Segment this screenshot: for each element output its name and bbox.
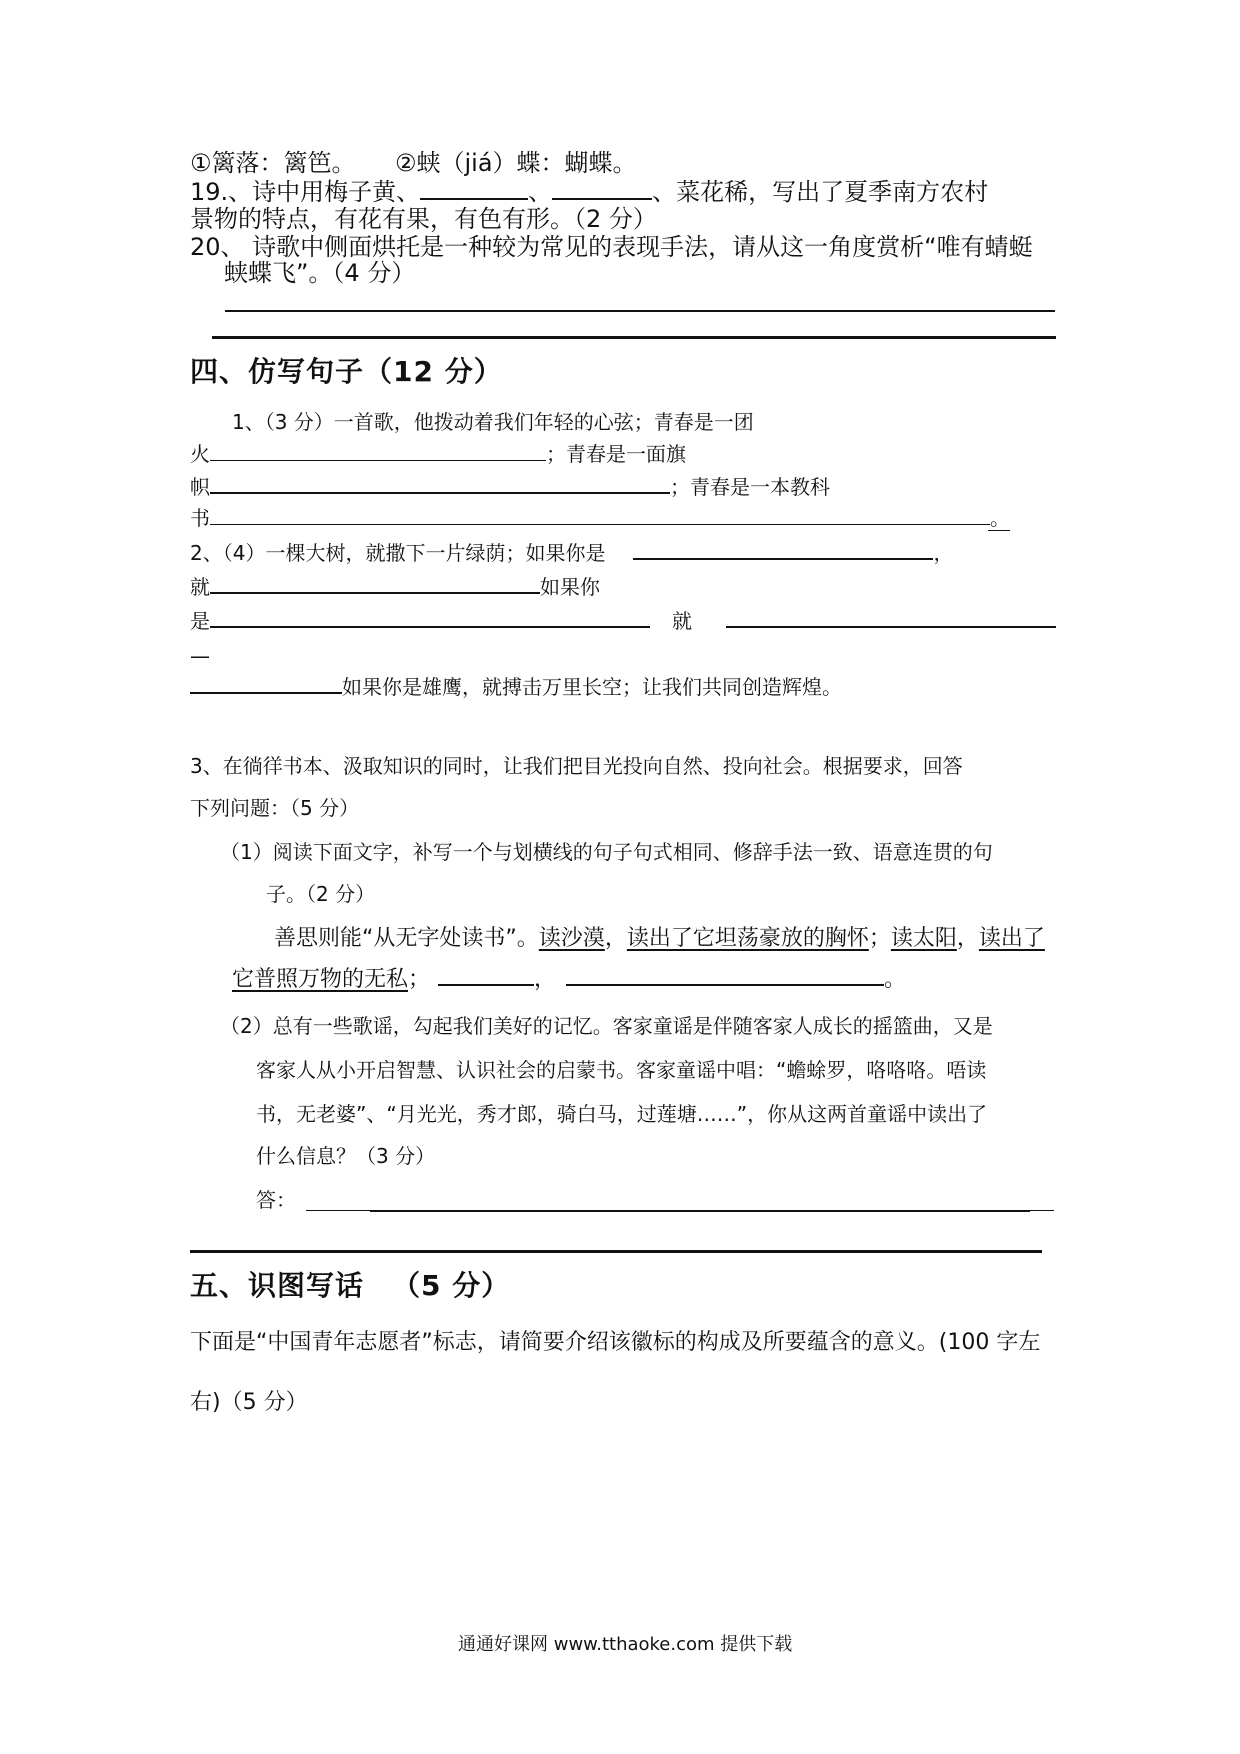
example-underline-4: 读出了 <box>978 926 1045 951</box>
example-semicolon-2: ； <box>408 967 431 992</box>
s4-q1-line2 <box>190 440 686 468</box>
s4-q1-line1: 1、（3 分）一首歌，他拨动着我们年轻的心弦；青春是一团 <box>232 410 754 434</box>
s4-q3-2-line3: 书，无老婆”、“月光光，秀才郎，骑白马，过莲塘……”，你从这两首童谣中读出了 <box>256 1102 988 1126</box>
s4-q2-char-jiu: 就 <box>190 575 210 599</box>
q19-blank-2[interactable] <box>552 176 652 200</box>
s4-q3-1-line1: （1）阅读下面文字，补写一个与划横线的句子句式相同、修辞手法一致、语意连贯的句 <box>220 840 993 864</box>
s4-q3-1-blank-1[interactable] <box>438 962 534 986</box>
q19-text-b: 、菜花稀，写出了夏季南方农村 <box>652 178 989 206</box>
example-underline-2: 读出了它坦荡豪放的胸怀 <box>626 926 869 951</box>
s4-q1-char-shu: 书 <box>190 506 210 530</box>
s4-q1-tail-line <box>988 530 1010 531</box>
example-underline-3: 读太阳 <box>890 926 957 951</box>
s4-q3-2-answer-line[interactable] <box>370 1210 1030 1212</box>
s4-q3-1-example-line1 <box>274 924 1045 954</box>
q19-sep: 、 <box>528 178 553 206</box>
section5-prompt-line1: 下面是“中国青年志愿者”标志，请简要介绍该徽标的构成及所要蕴含的意义。(100 字左 <box>190 1330 1041 1355</box>
s4-q3-2-line2: 客家人从小开启智慧、认识社会的启蒙书。客家童谣中唱：“蟾蜍罗，咯咯咯。唔读 <box>256 1058 987 1082</box>
section5-heading <box>190 1268 510 1304</box>
s4-q1-line3 <box>190 472 830 501</box>
note-butterfly: ②蛱（jiá）蝶：蝴蝶。 <box>395 149 637 177</box>
s4-q3-2-answer-label: 答： <box>256 1188 296 1212</box>
s4-q3-2-answer-line-2[interactable] <box>190 1250 1042 1253</box>
q19-blank-1[interactable] <box>420 176 528 200</box>
section5-heading-score: （5 分） <box>392 1269 511 1302</box>
example-comma-1: ， <box>604 926 627 951</box>
s4-q2-blank-2[interactable] <box>210 572 540 594</box>
section5-prompt-line2: 右)（5 分） <box>190 1390 308 1415</box>
s4-q2-char-jiu-2: 就 <box>672 609 692 633</box>
q20-answer-line-2[interactable] <box>212 336 1056 339</box>
s4-q2-line1 <box>190 538 953 567</box>
s4-q3-2-line4: 什么信息？（3 分） <box>256 1144 436 1168</box>
s4-q3-line2: 下列问题：（5 分） <box>190 796 360 820</box>
s4-q2-dash: — <box>190 644 210 668</box>
s4-q3-1-blank-2[interactable] <box>566 962 884 986</box>
example-underline-5: 它普照万物的无私 <box>232 967 409 992</box>
q19-line2: 景物的特点，有花有果，有色有形。（2 分） <box>190 205 657 233</box>
s4-q2-text-ruguoni: 如果你 <box>540 575 600 599</box>
s4-q2-text-eagle: 如果你是雄鹰，就搏击万里长空；让我们共同创造辉煌。 <box>342 675 842 699</box>
example-period: 。 <box>884 967 907 992</box>
example-underline-1: 读沙漠 <box>538 926 605 951</box>
s4-q3-1-example-line2 <box>232 962 906 995</box>
example-semicolon: ； <box>868 926 891 951</box>
s4-q2-blank-3[interactable] <box>210 606 650 628</box>
q19-text-a: 19.、诗中用梅子黄、 <box>190 178 421 206</box>
s4-q1-blank-1[interactable] <box>210 440 546 461</box>
q20-line2: 蛱蝶飞”。（4 分） <box>224 259 416 287</box>
s4-q1-char-huo: 火 <box>190 442 210 466</box>
s4-q2-comma: ， <box>933 541 954 565</box>
section5-heading-title: 五、识图写话 <box>190 1269 365 1302</box>
s4-q2-line3 <box>190 606 1056 635</box>
s4-q1-period: 。 <box>990 506 1010 530</box>
s4-q1-blank-3[interactable] <box>210 504 990 525</box>
s4-q2-blank-1[interactable] <box>633 538 933 560</box>
q20-answer-line-1[interactable] <box>225 310 1055 312</box>
footer-source: 通通好课网 www.tthaoke.com 提供下载 <box>458 1634 793 1655</box>
s4-q2-line2 <box>190 572 600 601</box>
s4-q1-blank-2[interactable] <box>210 472 670 494</box>
s4-q3-2-line1: （2）总有一些歌谣，勾起我们美好的记忆。客家童谣是伴随客家人成长的摇篮曲，又是 <box>220 1014 993 1038</box>
s4-q2-char-shi: 是 <box>190 609 210 633</box>
s4-q2-text-a: 2、（4）一棵大树，就撒下一片绿荫；如果你是 <box>190 541 606 565</box>
s4-q2-blank-5[interactable] <box>190 672 342 694</box>
note-fence: ①篱落：篱笆。 <box>190 149 356 177</box>
s4-q3-line1: 3、在徜徉书本、汲取知识的同时，让我们把目光投向自然、投向社会。根据要求，回答 <box>190 754 963 778</box>
q19-line1 <box>190 176 988 207</box>
example-comma-2: ， <box>956 926 979 951</box>
s4-q3-1-line2: 子。（2 分） <box>266 882 376 906</box>
example-comma-3: ， <box>534 967 557 992</box>
s4-q2-blank-4[interactable] <box>726 606 1056 628</box>
s4-q1-line4 <box>190 504 1010 532</box>
s4-q1-text-shu: ；青春是一本教科 <box>670 475 830 499</box>
q20-line1: 20、 诗歌中侧面烘托是一种较为常见的表现手法，请从这一角度赏析“唯有蜻蜓 <box>190 233 1033 261</box>
s4-q1-text-qi: ；青春是一面旗 <box>546 442 686 466</box>
example-intro: 善思则能“从无字处读书”。 <box>274 926 539 951</box>
s4-q2-line5 <box>190 672 842 701</box>
section4-heading: 四、仿写句子（12 分） <box>190 355 503 388</box>
s4-q1-char-zhi: 帜 <box>190 475 210 499</box>
